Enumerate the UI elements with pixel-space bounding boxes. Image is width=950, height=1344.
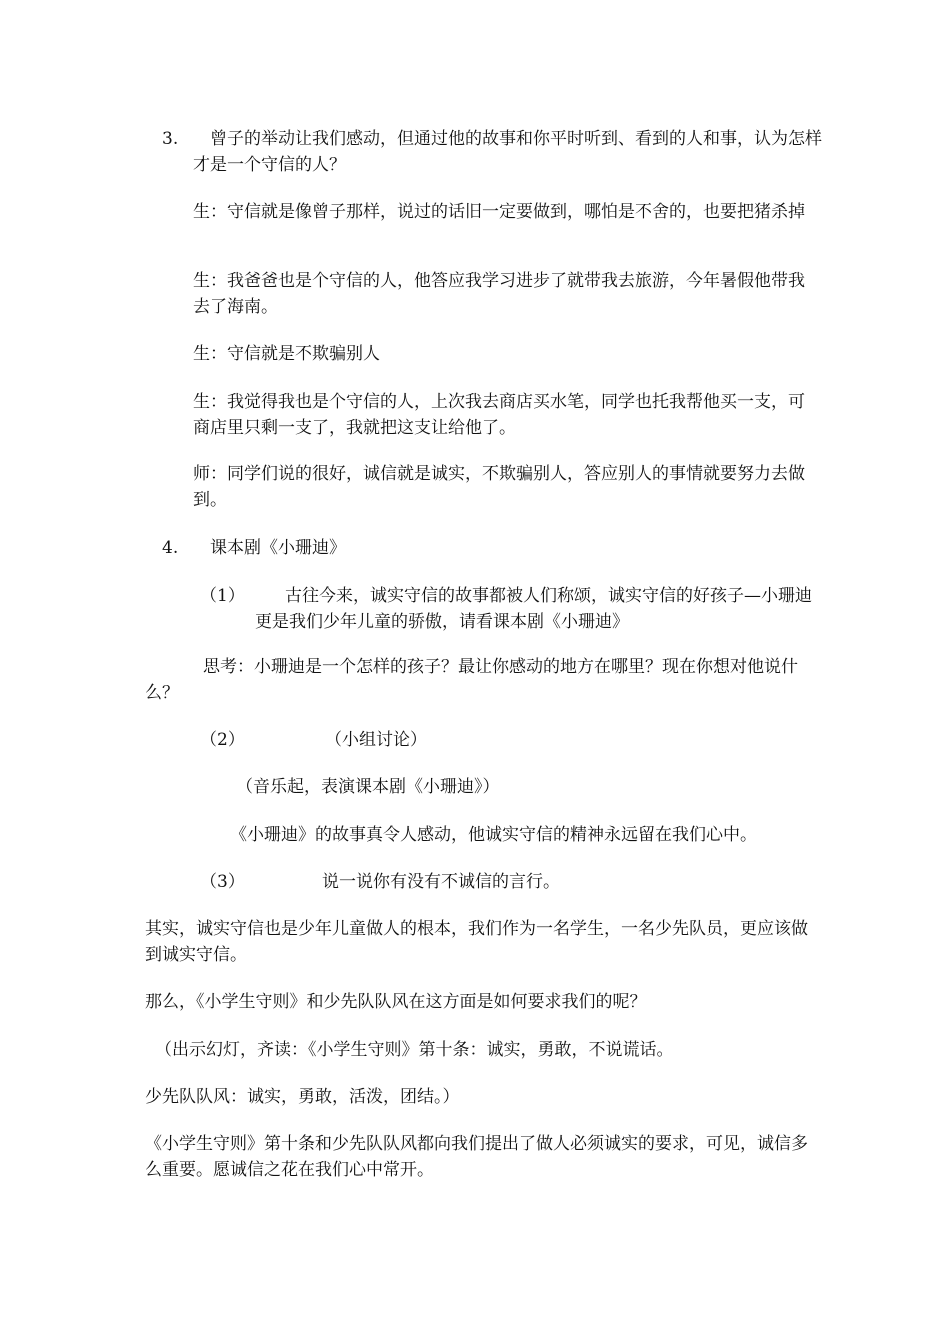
section-3-question: 曾子的举动让我们感动，但通过他的故事和你平时听到、看到的人和事，认为怎样才是一个守信的人？	[193, 129, 822, 175]
item-3-label: （3）	[200, 872, 245, 892]
answer-4: 生：我觉得我也是个守信的人，上次我去商店买水笔，同学也托我帮他买一支，可商店里只剩一支了，我就把这支让给他了。	[193, 392, 805, 438]
section-4-title: 课本剧《小珊迪》	[210, 538, 346, 558]
closing-paragraph-5: 《小学生守则》第十条和少先队队风都向我们提出了做人必须诚实的要求，可见，诚信多么重要。愿诚信之花在我们心中常开。	[145, 1134, 808, 1180]
section-4-number: 4.	[162, 538, 179, 558]
answer-3: 生：守信就是不欺骗别人	[193, 344, 380, 364]
closing-paragraph-2: 那么，《小学生守则》和少先队队风在这方面是如何要求我们的呢？	[145, 992, 647, 1012]
closing-paragraph-4: 少先队队风：诚实，勇敢，活泼，团结。）	[145, 1087, 460, 1107]
story-sentence: 《小珊迪》的故事真令人感动，他诚实守信的精神永远留在我们心中。	[230, 825, 757, 845]
item-1-text: 古往今来，诚实守信的故事都被人们称颂，诚实守信的好孩子—小珊迪更是我们少年儿童的骄傲，请看课本剧《小珊迪》	[255, 586, 812, 632]
item-3-text: 说一说你有没有不诚信的言行。	[322, 872, 560, 892]
item-2-label: （2）	[200, 730, 245, 750]
answer-1: 生：守信就是像曾子那样，说过的话旧一定要做到，哪怕是不舍的，也要把猪杀掉	[193, 202, 805, 222]
closing-paragraph-3: （出示幻灯，齐读：《小学生守则》第十条：诚实，勇敢，不说谎话。	[155, 1040, 674, 1060]
item-1-label: （1）	[200, 586, 245, 606]
answer-2: 生：我爸爸也是个守信的人，他答应我学习进步了就带我去旅游，今年暑假他带我去了海南。	[193, 271, 805, 317]
think-question: 思考：小珊迪是一个怎样的孩子？最让你感动的地方在哪里？现在你想对他说什么？	[145, 657, 798, 703]
section-3-number: 3.	[162, 129, 179, 149]
teacher-summary: 师：同学们说的很好，诚信就是诚实，不欺骗别人，答应别人的事情就要努力去做到。	[193, 464, 805, 510]
closing-paragraph-1: 其实，诚实守信也是少年儿童做人的根本，我们作为一名学生，一名少先队员，更应该做到诚实守信。	[145, 919, 808, 965]
music-note: （音乐起，表演课本剧《小珊迪》）	[236, 777, 500, 797]
item-2-text: （小组讨论）	[325, 730, 427, 750]
